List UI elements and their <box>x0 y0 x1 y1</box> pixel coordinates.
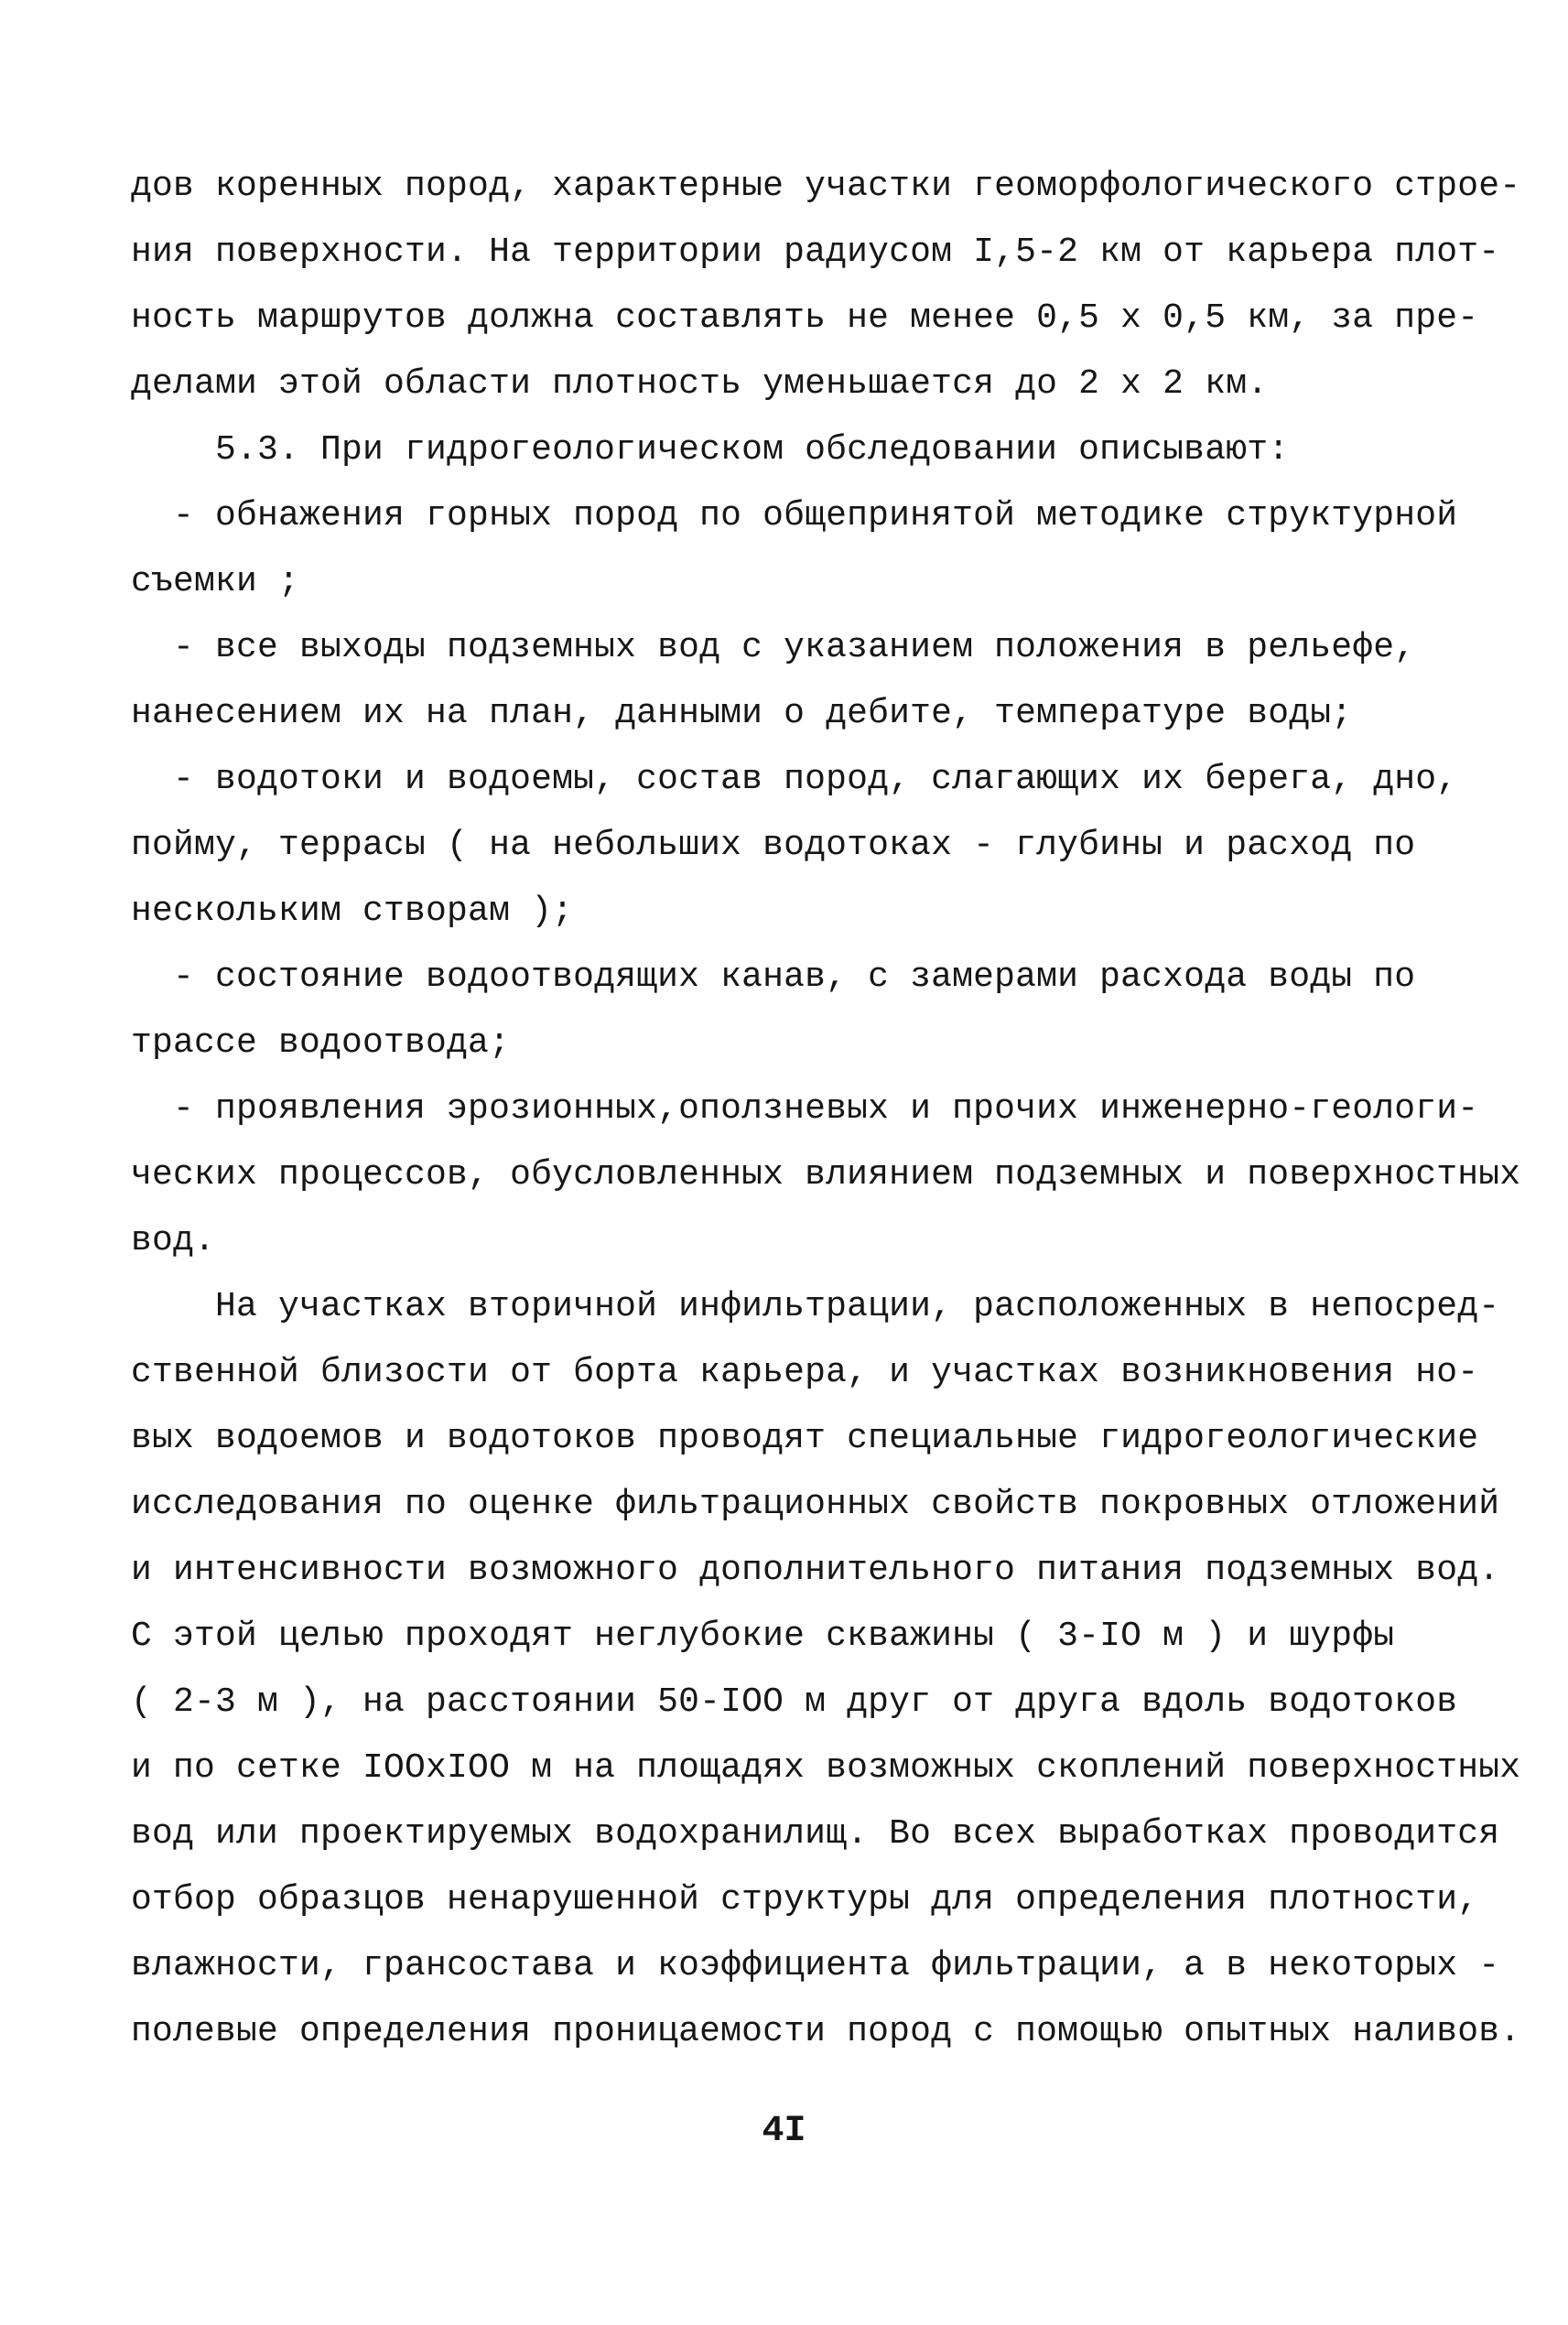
text-line: - обнажения горных пород по общепринятой методике структурной <box>131 496 1458 535</box>
text-line: съемки ; <box>131 562 300 601</box>
text-line: делами этой области плотность уменьшается до 2 х 2 км. <box>131 364 1269 404</box>
text-line: пойму, террасы ( на небольших водотоках - глубины и расход по <box>131 826 1416 865</box>
text-line: ( 2-3 м ), на расстоянии 50-IOO м друг от друга вдоль водотоков <box>131 1682 1458 1722</box>
text-line: отбор образцов ненарушенной структуры для определения плотности, <box>131 1880 1479 1919</box>
text-line: исследования по оценке фильтрационных свойств покровных отложений <box>131 1485 1500 1524</box>
text-line: - все выходы подземных вод с указанием положения в рельефе, <box>131 628 1416 667</box>
text-line: - проявления эрозионных,оползневых и прочих инженерно-геологи- <box>131 1089 1479 1129</box>
text-line: - состояние водоотводящих канав, с замерами расхода воды по <box>131 957 1416 997</box>
text-line: полевые определения проницаемости пород с помощью опытных наливов. <box>131 2012 1521 2051</box>
body-text <box>131 154 1521 2065</box>
text-line: ность маршрутов должна составлять не менее 0,5 х 0,5 км, за пре- <box>131 298 1479 338</box>
text-line: трассе водоотвода; <box>131 1023 511 1063</box>
text-line: вод. <box>131 1221 216 1260</box>
page-number: 4I <box>762 2111 806 2152</box>
text-line: ственной близости от борта карьера, и участках возникновения но- <box>131 1353 1479 1392</box>
text-line: 5.3. При гидрогеологическом обследовании описывают: <box>131 430 1290 470</box>
text-line: нанесением их на план, данными о дебите, температуре воды; <box>131 694 1353 733</box>
text-line: влажности, грансостава и коэффициента фильтрации, а в некоторых - <box>131 1946 1500 1985</box>
text-line: нескольким створам ); <box>131 892 574 931</box>
text-line: и интенсивности возможного дополнительного питания подземных вод. <box>131 1551 1500 1590</box>
text-line: вод или проектируемых водохранилищ. Во всех выработках проводится <box>131 1814 1500 1854</box>
text-line: На участках вторичной инфильтрации, расположенных в непосред- <box>131 1287 1500 1326</box>
text-line: и по сетке IOOxIOO м на площадях возможных скоплений поверхностных <box>131 1748 1521 1788</box>
text-line: - водотоки и водоемы, состав пород, слагающих их берега, дно, <box>131 760 1458 799</box>
text-line: ческих процессов, обусловленных влиянием подземных и поверхностных <box>131 1155 1521 1195</box>
text-line: С этой целью проходят неглубокие скважины ( 3-IO м ) и шурфы <box>131 1617 1395 1656</box>
text-line: ния поверхности. На территории радиусом I,5-2 км от карьера плот- <box>131 232 1500 272</box>
text-line: дов коренных пород, характерные участки геоморфологического строе- <box>131 167 1521 206</box>
text-line: вых водоемов и водотоков проводят специальные гидрогеологические <box>131 1419 1479 1458</box>
